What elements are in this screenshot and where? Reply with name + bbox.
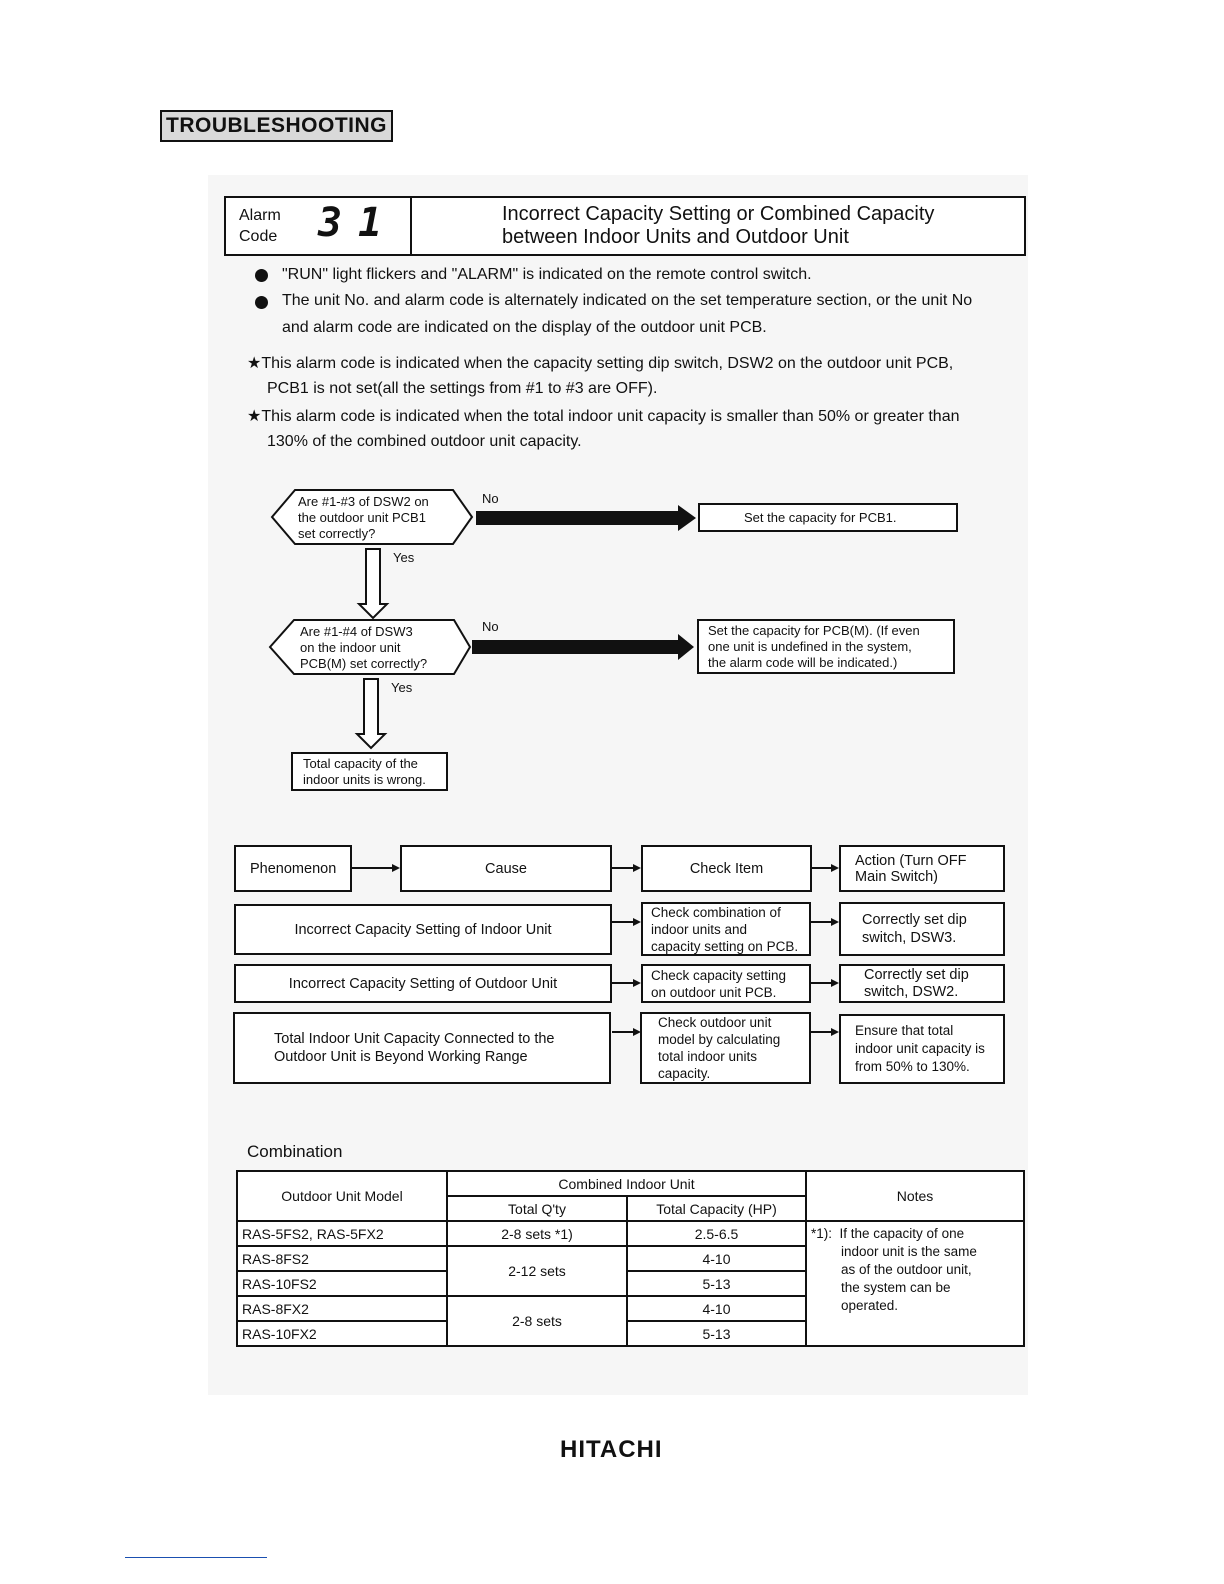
alarm-label: Alarm [239, 207, 281, 224]
col-outdoor-model: Outdoor Unit Model [237, 1171, 447, 1221]
model-cell: RAS-8FX2 [237, 1296, 447, 1321]
model-cell: RAS-5FS2, RAS-5FX2 [237, 1221, 447, 1246]
no-arrow-1 [476, 511, 678, 525]
no-arrow-2 [472, 640, 678, 654]
action-box-1: Set the capacity for PCB1. [698, 503, 958, 532]
alarm-digit-1: 3 [318, 200, 343, 246]
action-cell: Correctly set dip switch, DSW3. [839, 902, 1005, 956]
end-box [291, 752, 448, 791]
bullet-text-cont: and alarm code are indicated on the display of the outdoor unit PCB. [282, 319, 767, 336]
action-2-line: the alarm code will be indicated.) [708, 655, 898, 670]
model-cell: RAS-10FS2 [237, 1271, 447, 1296]
model-cell: RAS-8FS2 [237, 1246, 447, 1271]
alarm-title-line2: between Indoor Units and Outdoor Unit [502, 226, 849, 248]
capacity-cell: 4-10 [627, 1246, 806, 1271]
cause-cell: Incorrect Capacity Setting of Indoor Unit [234, 904, 612, 955]
end-line: Total capacity of the [303, 756, 418, 771]
check-cell: Check combination of indoor units and capacity setting on PCB. [641, 902, 811, 956]
no-arrow-1-head [678, 505, 696, 531]
cause-cell: Total Indoor Unit Capacity Connected to the Outdoor Unit is Beyond Working Range [233, 1012, 611, 1084]
bullet-text: The unit No. and alarm code is alternately indicated on the set temperature section, or the unit No [282, 292, 973, 309]
decision-1-line: the outdoor unit PCB1 [298, 510, 426, 525]
bullet-text: "RUN" light flickers and "ALARM" is indicated on the remote control switch. [282, 266, 812, 283]
end-line: indoor units is wrong. [303, 772, 426, 787]
qty-cell: 2-12 sets [447, 1246, 627, 1296]
capacity-cell: 5-13 [627, 1321, 806, 1346]
header-action: Action (Turn OFF Main Switch) [839, 845, 1005, 892]
alarm-digit-2: 1 [358, 200, 383, 246]
action-box-2 [697, 619, 955, 674]
no-label: No [482, 491, 499, 506]
combination-table [236, 1170, 1025, 1347]
col-total-qty: Total Q'ty [447, 1196, 627, 1221]
footer-rule [125, 1557, 267, 1558]
note-text: ★This alarm code is indicated when the capacity setting dip switch, DSW2 on the outdoor unit PCB, [247, 355, 954, 372]
yes-label: Yes [393, 550, 415, 565]
note-text: ★This alarm code is indicated when the total indoor unit capacity is smaller than 50% or greater than [247, 408, 960, 425]
qty-cell: 2-8 sets [447, 1296, 627, 1346]
check-cell: Check outdoor unit model by calculating total indoor units capacity. [640, 1012, 811, 1084]
capacity-cell: 5-13 [627, 1271, 806, 1296]
decision-2-line: Are #1-#4 of DSW3 [300, 624, 413, 639]
qty-cell: 2-8 sets *1) [447, 1221, 627, 1246]
no-arrow-2-head [678, 634, 694, 660]
note-text-cont: 130% of the combined outdoor unit capacity. [267, 433, 582, 450]
decision-2-line: on the indoor unit [300, 640, 401, 655]
no-label: No [482, 619, 499, 634]
model-cell: RAS-10FX2 [237, 1321, 447, 1346]
header-cause: Cause [400, 845, 612, 892]
check-cell: Check capacity setting on outdoor unit PCB. [641, 964, 811, 1003]
capacity-cell: 4-10 [627, 1296, 806, 1321]
col-total-capacity: Total Capacity (HP) [627, 1196, 806, 1221]
action-cell: Correctly set dip switch, DSW2. [839, 964, 1005, 1003]
code-label: Code [239, 228, 278, 245]
section-label: TROUBLESHOOTING [160, 110, 393, 142]
action-2-line: Set the capacity for PCB(M). (If even [708, 623, 920, 638]
alarm-title-line1: Incorrect Capacity Setting or Combined Capacity [502, 203, 935, 225]
note-text-cont: PCB1 is not set(all the settings from #1 to #3 are OFF). [267, 380, 658, 397]
capacity-cell: 2.5-6.5 [627, 1221, 806, 1246]
yes-arrow-2 [357, 679, 385, 748]
col-combined-indoor: Combined Indoor Unit [447, 1171, 806, 1196]
decision-2-line: PCB(M) set correctly? [300, 656, 428, 671]
brand-logo: HITACHI [560, 1436, 663, 1463]
cause-cell: Incorrect Capacity Setting of Outdoor Unit [234, 964, 612, 1003]
decision-1-line: Are #1-#3 of DSW2 on [298, 494, 429, 509]
cause-table-arrows [0, 840, 1224, 1090]
header-phenomenon: Phenomenon [234, 845, 352, 892]
col-notes: Notes [806, 1171, 1024, 1221]
notes-cell: *1): If the capacity of one indoor unit is the same as of the outdoor unit, the system can be operated. [806, 1221, 1024, 1346]
action-2-line: one unit is undefined in the system, [708, 639, 912, 654]
yes-label: Yes [391, 680, 413, 695]
header-check-item: Check Item [641, 845, 812, 892]
yes-arrow-1 [359, 549, 387, 618]
action-cell: Ensure that total indoor unit capacity is from 50% to 130%. [839, 1014, 1005, 1084]
decision-1-line: set correctly? [298, 526, 376, 541]
combination-label: Combination [247, 1142, 343, 1161]
